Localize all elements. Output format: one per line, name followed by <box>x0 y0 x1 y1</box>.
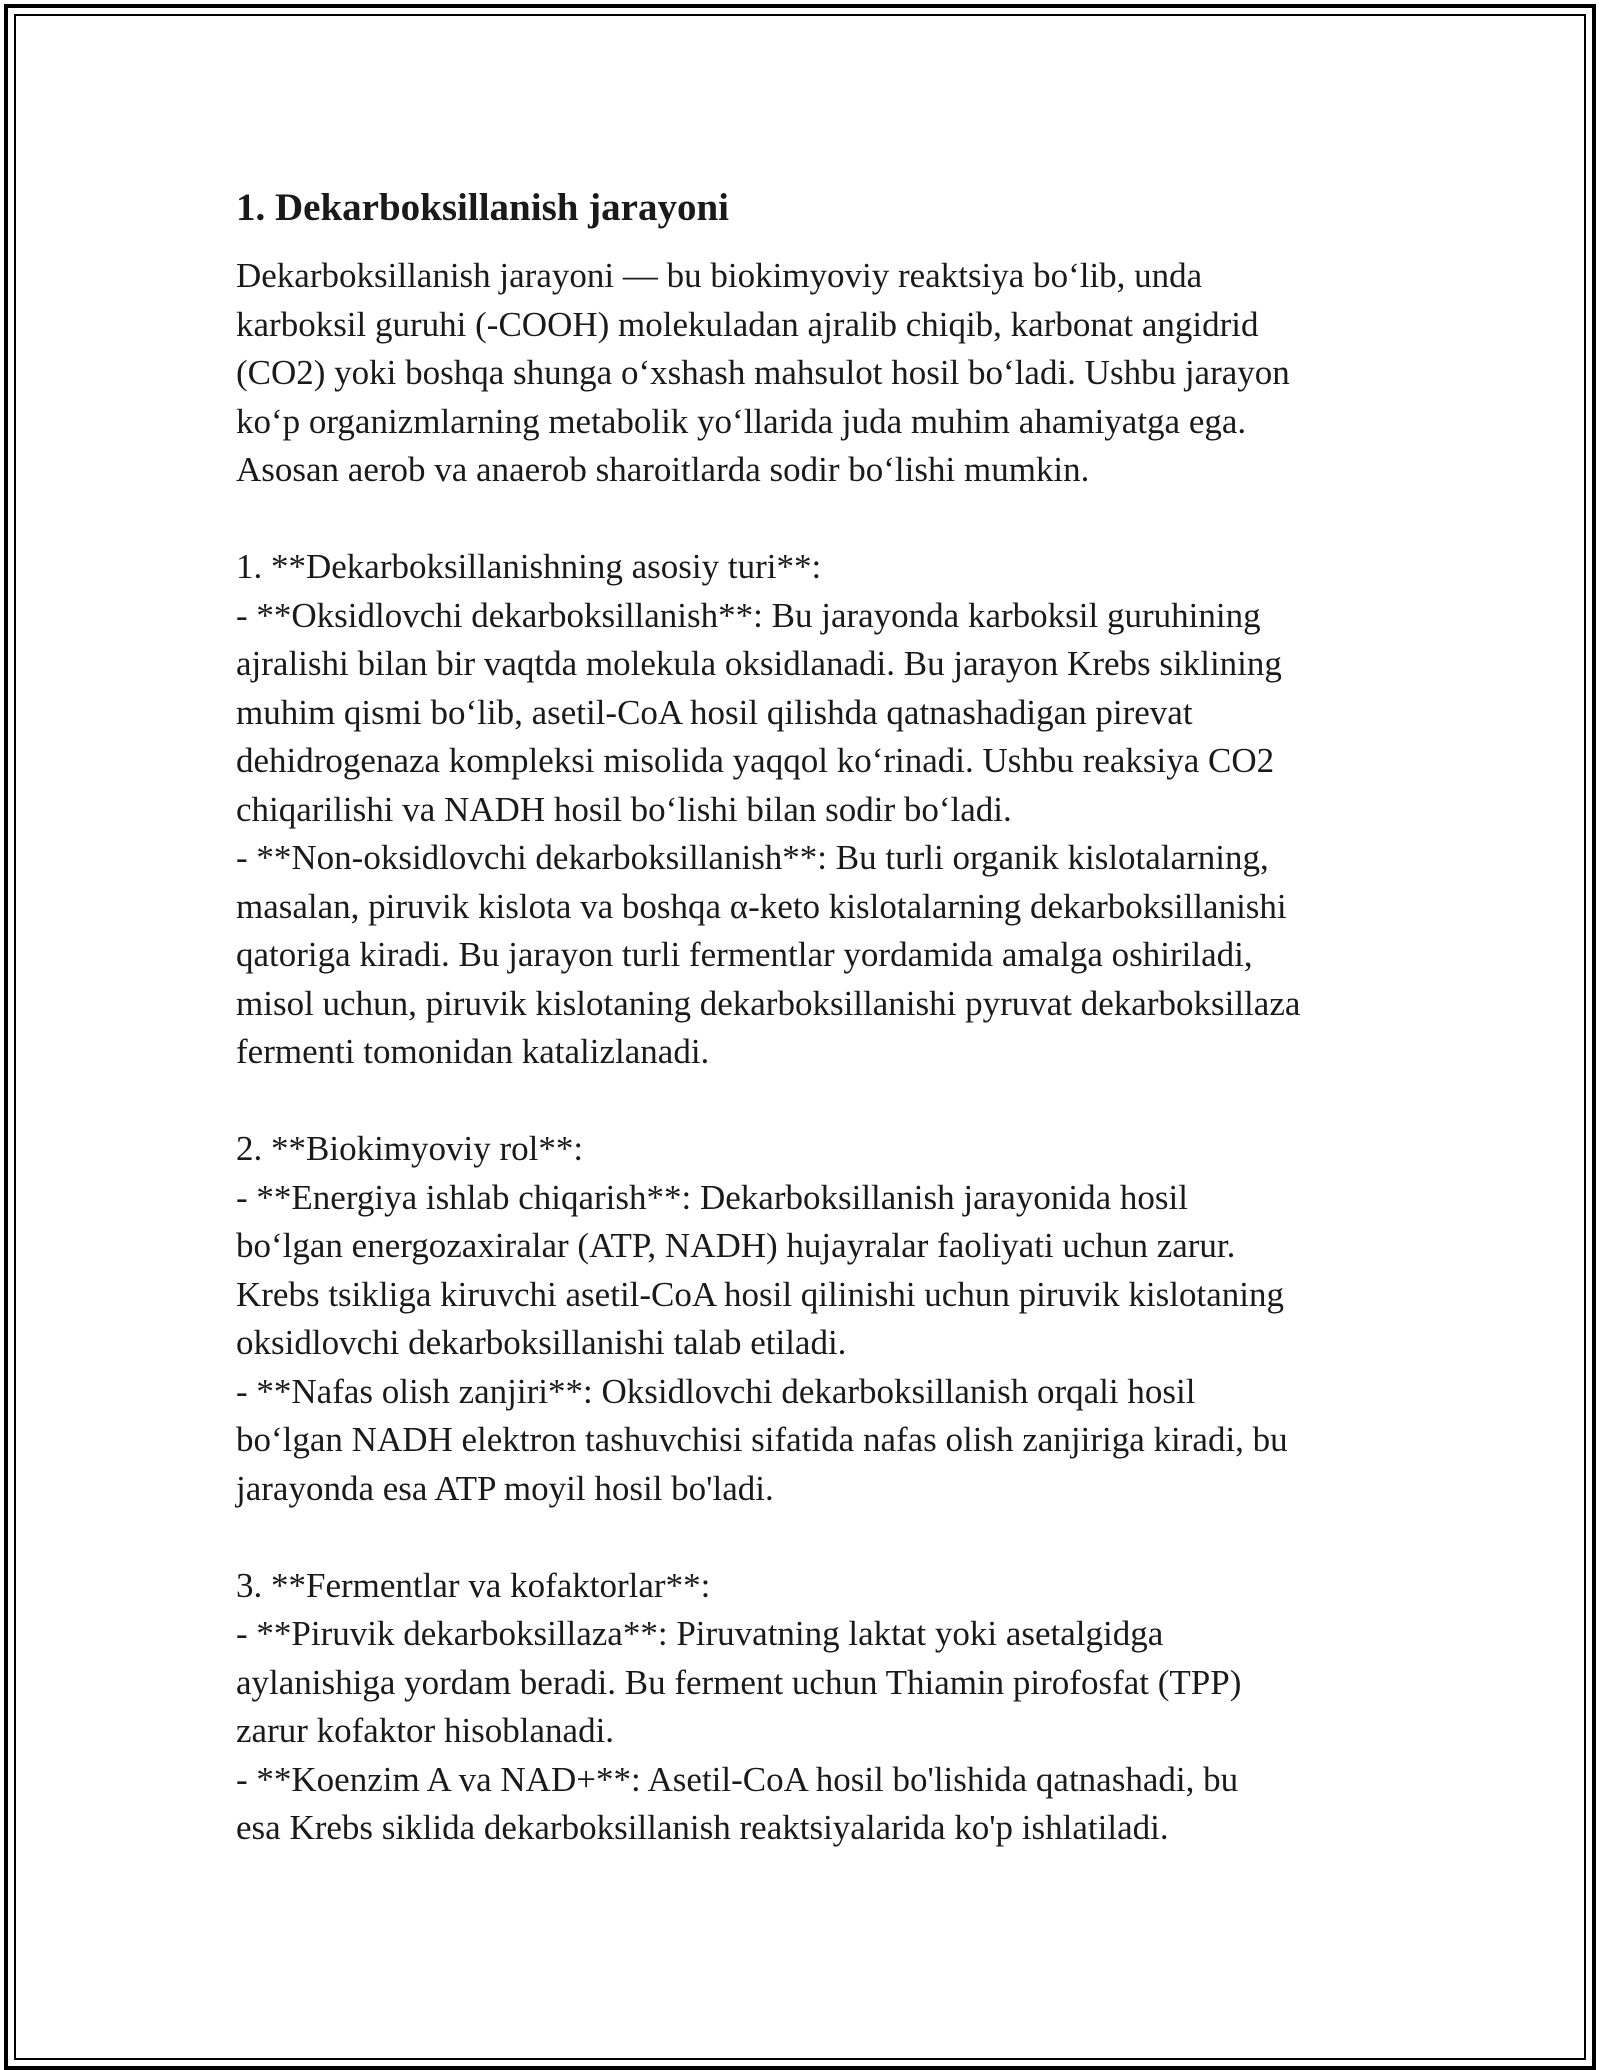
document-content <box>236 184 1376 1853</box>
document-body: Dekarboksillanish jarayoni — bu biokimyoviy reaktsiya bo‘lib, unda karboksil guruhi (-COOH) molekuladan ajralib chiqib, karbonat angidrid (CO2) yoki boshqa shunga o‘xshash mahsulot hosil bo‘ladi. Ushbu jarayon ko‘p organizmlarning metabolik yo‘llarida juda muhim ahamiyatga ega. Asosan aerob va anaerob sharoitlarda sodir bo‘lishi mumkin. 1. **Dekarboksillanishning asosiy turi**: - **Oksidlovchi dekarboksillanish**: Bu jarayonda karboksil guruhining ajralishi bilan bir vaqtda molekula oksidlanadi. Bu jarayon Krebs siklining muhim qismi bo‘lib, asetil-CoA hosil qilishda qatnashadigan pirevat dehidrogenaza kompleksi misolida yaqqol ko‘rinadi. Ushbu reaksiya CO2 chiqarilishi va NADH hosil bo‘lishi bilan sodir bo‘ladi. - **Non-oksidlovchi dekarboksillanish**: Bu turli organik kislotalarning, masalan, piruvik kislota va boshqa α-keto kislotalarning dekarboksillanishi qatoriga kiradi. Bu jarayon turli fermentlar yordamida amalga oshiriladi, misol uchun, piruvik kislotaning dekarboksillanishi pyruvat dekarboksillaza fermenti tomonidan katalizlanadi. 2. **Biokimyoviy rol**: - **Energiya ishlab chiqarish**: Dekarboksillanish jarayonida hosil bo‘lgan energozaxiralar (ATP, NADH) hujayralar faoliyati uchun zarur. Krebs tsikliga kiruvchi asetil-CoA hosil qilinishi uchun piruvik kislotaning oksidlovchi dekarboksillanishi talab etiladi. - **Nafas olish zanjiri**: Oksidlovchi dekarboksillanish orqali hosil bo‘lgan NADH elektron tashuvchisi sifatida nafas olish zanjiriga kiradi, bu jarayonda esa ATP moyil hosil bo'ladi. 3. **Fermentlar va kofaktorlar**: - **Piruvik dekarboksillaza**: Piruvatning laktat yoki asetalgidga aylanishiga yordam beradi. Bu ferment uchun Thiamin pirofosfat (TPP) zarur kofaktor hisoblanadi. - **Koenzim A va NAD+**: Asetil-CoA hosil bo'lishida qatnashadi, bu esa Krebs siklida dekarboksillanish reaktsiyalarida ko'p ishlatiladi. <box>236 256 1301 1847</box>
document-title: 1. Dekarboksillanish jarayoni <box>236 186 730 229</box>
